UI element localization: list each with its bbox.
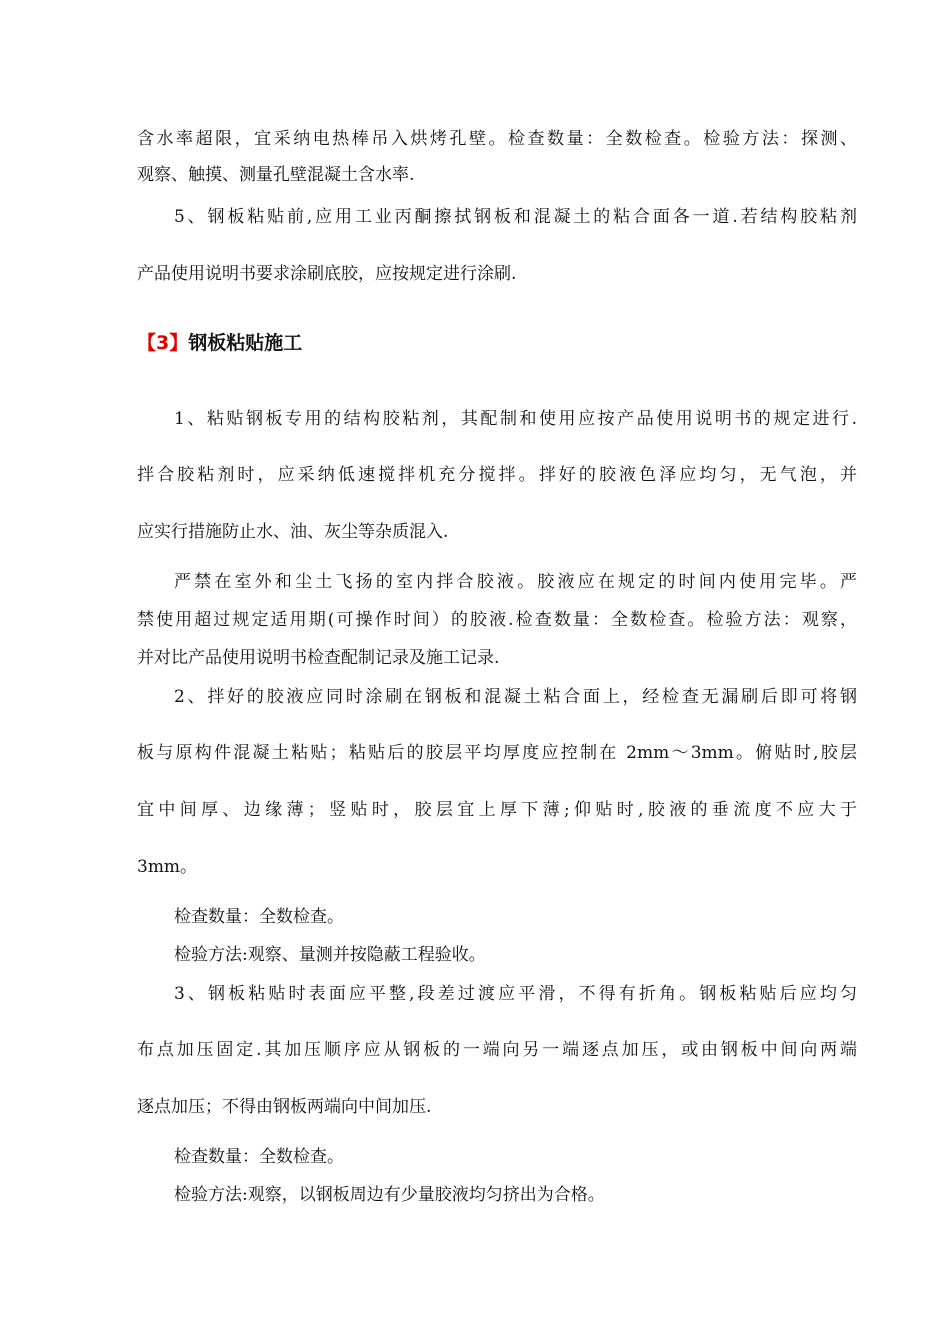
- paragraph-line: 产品使用说明书要求涂刷底胶，应按规定进行涂刷.: [137, 264, 517, 284]
- paragraph-line: 5、钢板粘贴前,应用工业丙酮擦拭钢板和混凝土的粘合面各一道.若结构胶粘剂: [174, 207, 857, 227]
- paragraph-line: 观察、触摸、测量孔壁混凝土含水率.: [137, 165, 415, 185]
- paragraph-line: 宜中间厚、边缘薄；竖贴时，胶层宜上厚下薄;仰贴时,胶液的垂流度不应大于: [137, 800, 857, 820]
- paragraph-line: 3mm。: [137, 857, 198, 877]
- paragraph-line: 检验方法:观察，以钢板周边有少量胶液均匀挤出为合格。: [174, 1185, 605, 1205]
- paragraph-line: 严禁在室外和尘土飞扬的室内拌合胶液。胶液应在规定的时间内使用完毕。严: [174, 572, 857, 592]
- paragraph-line: 板与原构件混凝土粘贴；粘贴后的胶层平均厚度应控制在 2mm～3mm。俯贴时,胶层: [137, 743, 857, 763]
- paragraph-line: 布点加压固定.其加压顺序应从钢板的一端向另一端逐点加压，或由钢板中间向两端: [137, 1040, 857, 1060]
- paragraph-line: 3、钢板粘贴时表面应平整,段差过渡应平滑，不得有折角。钢板粘贴后应均匀: [174, 984, 857, 1004]
- heading-bracket-open: 【: [137, 332, 157, 354]
- paragraph-line: 1、粘贴钢板专用的结构胶粘剂，其配制和使用应按产品使用说明书的规定进行.: [174, 409, 857, 429]
- paragraph-line: 检查数量：全数检查。: [174, 1147, 344, 1167]
- heading-bracket-close: 】: [169, 332, 189, 354]
- paragraph-line: 并对比产品使用说明书检查配制记录及施工记录.: [137, 648, 500, 668]
- paragraph-line: 2、拌好的胶液应同时涂刷在钢板和混凝土粘合面上，经检查无漏刷后即可将钢: [174, 687, 857, 707]
- paragraph-line: 检验方法:观察、量测并按隐蔽工程验收。: [174, 945, 486, 965]
- paragraph-line: 逐点加压；不得由钢板两端向中间加压.: [137, 1097, 432, 1117]
- paragraph-line: 禁使用超过规定适用期(可操作时间）的胶液.检查数量：全数检查。检验方法：观察，: [137, 610, 857, 630]
- section-heading: [137, 330, 302, 356]
- heading-number: 3: [156, 332, 170, 354]
- paragraph-line: 含水率超限，宜采纳电热棒吊入烘烤孔壁。检查数量：全数检查。检验方法：探测、: [137, 129, 857, 149]
- heading-title: 钢板粘贴施工: [188, 332, 303, 354]
- paragraph-line: 拌合胶粘剂时，应采纳低速搅拌机充分搅拌。拌好的胶液色泽应均匀，无气泡，并: [137, 465, 857, 485]
- paragraph-line: 检查数量：全数检查。: [174, 907, 344, 927]
- paragraph-line: 应实行措施防止水、油、灰尘等杂质混入.: [137, 522, 449, 542]
